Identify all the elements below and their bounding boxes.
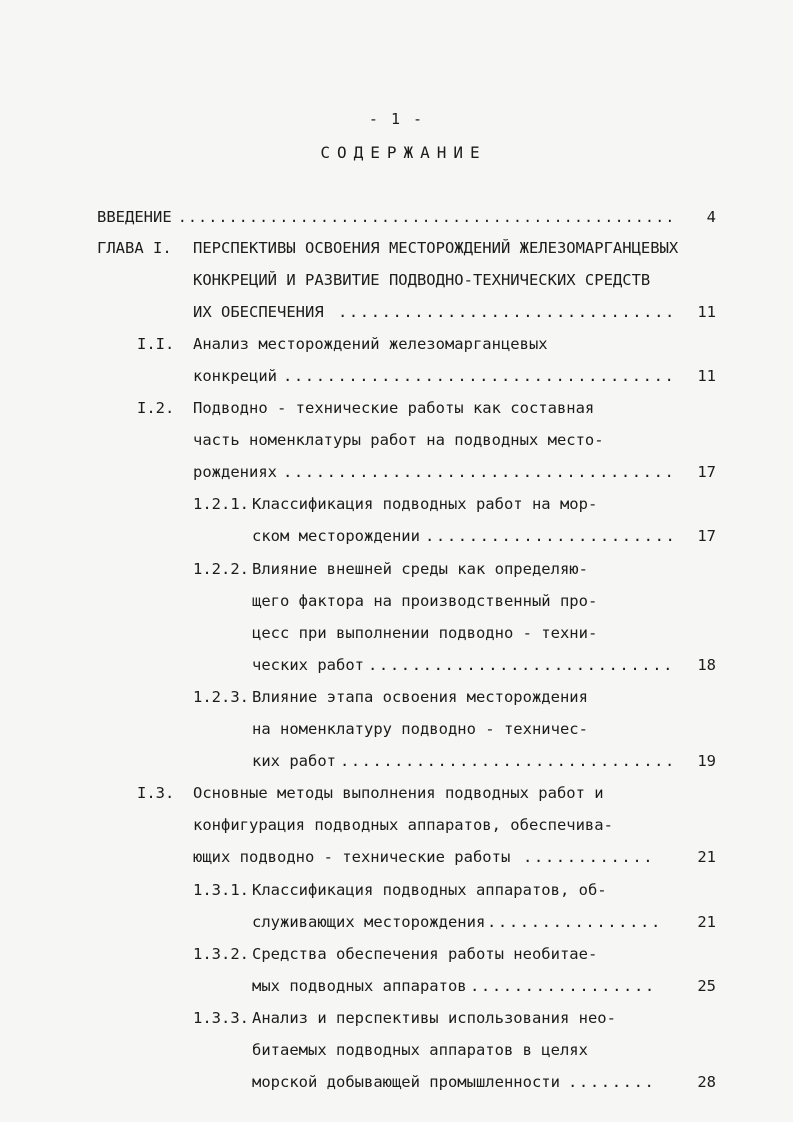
toc-entry-text: ющих подводно - технические работы	[193, 848, 511, 866]
toc-entry-text: рождениях	[193, 463, 277, 481]
toc-subsection-number: 1.2.3.	[193, 688, 249, 706]
toc-leader-dots: .......................	[425, 527, 677, 545]
toc-entry-text: Классификация подводных работ на мор-	[252, 495, 598, 513]
toc-entry-line	[0, 621, 793, 645]
toc-entry-text: Подводно - технические работы как составная	[193, 399, 595, 417]
toc-leader-dots: .................................................	[178, 208, 676, 226]
toc-entry-line	[0, 268, 793, 292]
toc-entry-line	[0, 589, 793, 613]
toc-entry-line	[0, 974, 793, 998]
toc-subsection-number: 1.2.1.	[193, 495, 249, 513]
toc-entry-text: Классификация подводных аппаратов, об-	[252, 881, 607, 899]
toc-entry-1-3	[0, 781, 793, 805]
toc-entry-line	[0, 910, 793, 934]
toc-section-number: I.3.	[137, 784, 175, 802]
toc-entry-1-3-1	[0, 878, 793, 902]
toc-entry-1-2	[0, 396, 793, 420]
toc-chapter-label: ГЛАВА I.	[97, 239, 172, 257]
toc-subsection-number: 1.2.2.	[193, 560, 249, 578]
toc-entry-line	[0, 364, 793, 388]
toc-leader-dots: ............	[523, 848, 655, 866]
toc-entry-text: щего фактора на производственный про-	[252, 592, 598, 610]
toc-entry-text: Влияние внешней среды как определяю-	[252, 560, 588, 578]
toc-entry-text: ких работ	[252, 752, 336, 770]
toc-entry-chapter1	[0, 236, 793, 260]
toc-page-number: 21	[697, 848, 716, 866]
toc-entry-line	[0, 1070, 793, 1094]
toc-entry-line	[0, 524, 793, 548]
toc-page-number: 18	[697, 656, 716, 674]
toc-leader-dots: .................	[470, 977, 656, 995]
toc-entry-text: конкреций	[193, 367, 277, 385]
toc-entry-text: Анализ месторождений железомарганцевых	[193, 335, 548, 353]
toc-subsection-number: 1.3.2.	[193, 945, 249, 963]
toc-page-number: 11	[697, 367, 716, 385]
toc-entry-line	[0, 717, 793, 741]
toc-page-number: 21	[697, 913, 716, 931]
toc-leader-dots: ...............................	[340, 752, 676, 770]
toc-entry-text: битаемых подводных аппаратов в целях	[252, 1041, 588, 1059]
toc-entry-line	[0, 653, 793, 677]
toc-page-number: 28	[697, 1073, 716, 1091]
toc-entry-1-2-3	[0, 685, 793, 709]
toc-entry-line	[0, 428, 793, 452]
toc-entry-text: ском месторождении	[252, 527, 420, 545]
toc-page-number: 11	[697, 303, 716, 321]
toc-page-number: 25	[697, 977, 716, 995]
toc-leader-dots: ................	[487, 913, 662, 931]
toc-entry-1-1	[0, 332, 793, 356]
toc-entry-text: на номенклатуру подводно - техничес-	[252, 720, 588, 738]
toc-entry-1-2-1	[0, 492, 793, 516]
toc-section-number: I.I.	[137, 335, 175, 353]
toc-page-number: 17	[697, 463, 716, 481]
toc-entry-text: Средства обеспечения работы необитае-	[252, 945, 598, 963]
toc-entry-text: ВВЕДЕНИЕ	[97, 208, 172, 226]
toc-entry-text: служивающих месторождения	[252, 913, 486, 931]
toc-subsection-number: 1.3.1.	[193, 881, 249, 899]
toc-entry-1-3-2	[0, 942, 793, 966]
toc-entry-text: Влияние этапа освоения месторождения	[252, 688, 588, 706]
toc-entry-text: ИХ ОБЕСПЕЧЕНИЯ	[193, 303, 324, 321]
toc-page-number: 4	[706, 208, 716, 226]
toc-entry-text: конфигурация подводных аппаратов, обеспечива-	[193, 816, 613, 834]
toc-leader-dots: ........	[568, 1073, 656, 1091]
toc-entry-text: мых подводных аппаратов	[252, 977, 467, 995]
toc-leader-dots: ...............................	[338, 303, 676, 321]
toc-leader-dots: ....................................	[283, 367, 676, 385]
toc-entry-intro	[0, 205, 793, 229]
toc-entry-1-2-2	[0, 557, 793, 581]
toc-page-number: 17	[697, 527, 716, 545]
toc-entry-text: КОНКРЕЦИЙ И РАЗВИТИЕ ПОДВОДНО-ТЕХНИЧЕСКИХ СРЕДСТВ	[193, 271, 651, 289]
toc-leader-dots: ....................................	[283, 463, 676, 481]
page-number: - 1 -	[368, 110, 425, 128]
toc-leader-dots: ............................	[368, 656, 675, 674]
toc-entry-text: морской добывающей промышленности	[252, 1073, 560, 1091]
toc-entry-1-3-3	[0, 1006, 793, 1030]
toc-entry-text: цесс при выполнении подводно - техни-	[252, 624, 598, 642]
toc-entry-text: ПЕРСПЕКТИВЫ ОСВОЕНИЯ МЕСТОРОЖДЕНИЙ ЖЕЛЕЗОМАРГАНЦЕВЫХ	[193, 239, 679, 257]
toc-section-number: I.2.	[137, 399, 175, 417]
toc-entry-text: Основные методы выполнения подводных работ и	[193, 784, 604, 802]
page-title: СОДЕРЖАНИЕ	[320, 143, 487, 162]
toc-entry-line	[0, 813, 793, 837]
toc-entry-line	[0, 460, 793, 484]
toc-subsection-number: 1.3.3.	[193, 1009, 249, 1027]
toc-entry-text: Анализ и перспективы использования нео-	[252, 1009, 616, 1027]
toc-entry-line	[0, 1038, 793, 1062]
toc-entry-text: часть номенклатуры работ на подводных место-	[193, 431, 604, 449]
toc-entry-line	[0, 845, 793, 869]
toc-entry-text: ческих работ	[252, 656, 364, 674]
toc-entry-line	[0, 300, 793, 324]
toc-entry-line	[0, 749, 793, 773]
toc-page-number: 19	[697, 752, 716, 770]
